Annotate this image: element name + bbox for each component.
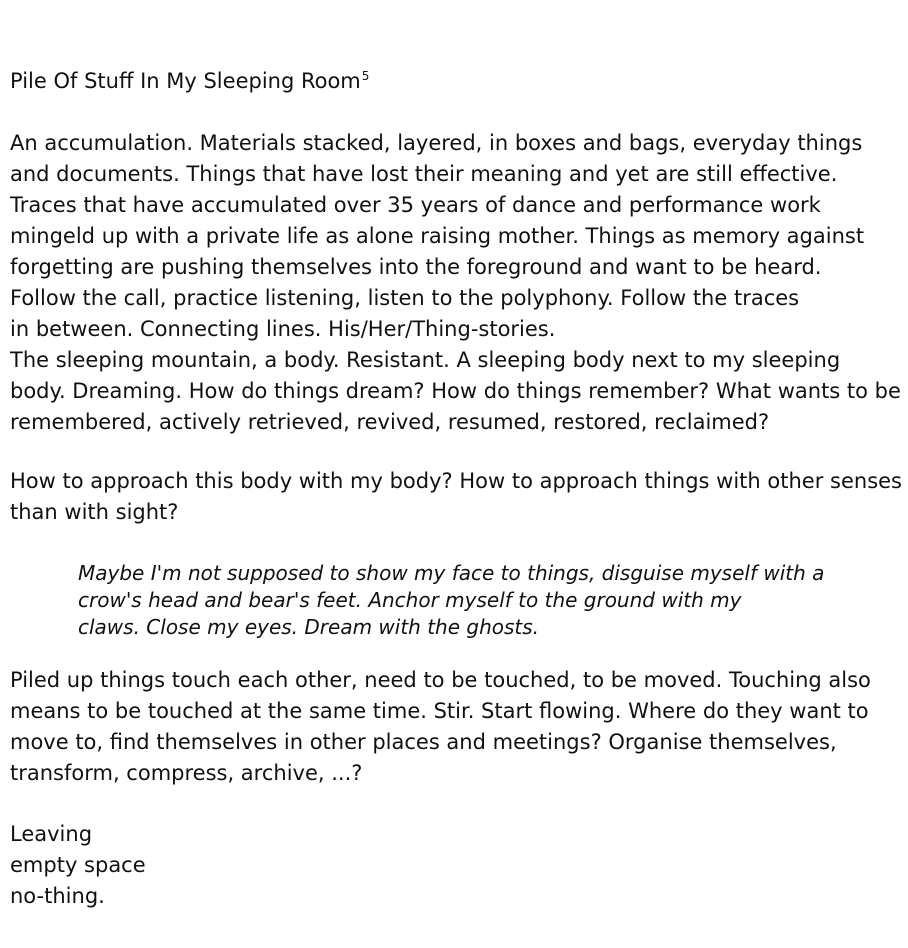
text-line: Traces that have accumulated over 35 years of dance and performance work (10, 193, 821, 217)
text-line: Follow the call, practice listening, listen to the polyphony. Follow the traces (10, 286, 800, 310)
text-line: Piled up things touch each other, need to be touched, to be moved. Touching also (10, 668, 871, 692)
footnote-marker[interactable]: 5 (361, 69, 370, 83)
paragraph-approach (10, 466, 902, 528)
quote-line: claws. Close my eyes. Dream with the ghosts. (78, 615, 540, 639)
quote-line: Maybe I'm not supposed to show my face to things, disguise myself with a (78, 561, 825, 585)
text-line: transform, compress, archive, ...? (10, 761, 363, 785)
text-line: than with sight? (10, 500, 179, 524)
text-line: empty space (10, 853, 146, 877)
text-line: The sleeping mountain, a body. Resistant. A sleeping body next to my sleeping (10, 348, 841, 372)
title-text: Pile Of Stuff In My Sleeping Room (10, 69, 361, 93)
text-line: mingeld up with a private life as alone raising mother. Things as memory against (10, 224, 865, 248)
text-line: forgetting are pushing themselves into the foreground and want to be heard. (10, 255, 822, 279)
text-line: Leaving (10, 822, 93, 846)
text-line: no-thing. (10, 884, 105, 908)
text-line: body. Dreaming. How do things dream? How do things remember? What wants to be (10, 379, 901, 403)
block-quote (78, 560, 878, 641)
page-title (10, 68, 369, 94)
text-line: How to approach this body with my body? How to approach things with other senses (10, 469, 902, 493)
text-line: means to be touched at the same time. Stir. Start flowing. Where do they want to (10, 699, 869, 723)
text-line: An accumulation. Materials stacked, layered, in boxes and bags, everyday things (10, 131, 863, 155)
text-line: in between. Connecting lines. His/Her/Thing-stories. (10, 317, 556, 341)
text-line: remembered, actively retrieved, revived, resumed, restored, reclaimed? (10, 410, 770, 434)
text-line: move to, find themselves in other places and meetings? Organise themselves, (10, 730, 837, 754)
text-line: and documents. Things that have lost their meaning and yet are still effective. (10, 162, 838, 186)
paragraph-accumulation (10, 128, 901, 438)
paragraph-leaving (10, 819, 890, 912)
quote-line: crow's head and bear's feet. Anchor myself to the ground with my (78, 588, 742, 612)
paragraph-piled-up-things (10, 665, 890, 789)
